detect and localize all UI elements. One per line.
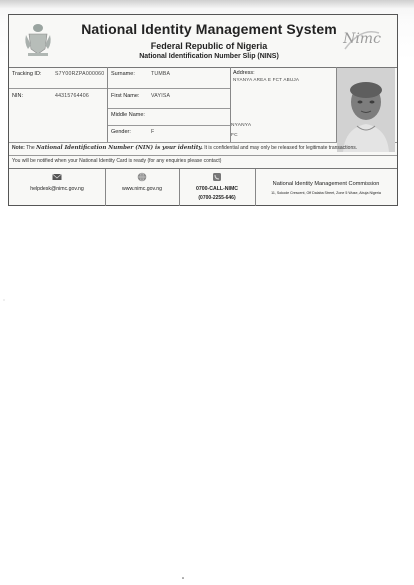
tracking-id-label: Tracking ID: bbox=[12, 71, 42, 77]
slip-name: National Identification Number Slip (NINS) bbox=[139, 53, 279, 60]
surname-label: Surname: bbox=[111, 71, 135, 77]
middle-name-label: Middle Name: bbox=[111, 112, 145, 118]
first-name-label: First Name: bbox=[111, 93, 140, 99]
helpdesk-email: helpdesk@nimc.gov.ng bbox=[30, 186, 84, 192]
lga-value: NYANYA bbox=[231, 123, 252, 128]
website: www.nimc.gov.ng bbox=[122, 186, 162, 192]
address-label: Address: bbox=[233, 70, 255, 76]
nin-label: NIN: bbox=[12, 93, 23, 99]
nimc-logo-text: Nimc bbox=[343, 31, 381, 47]
commission-name: National Identity Management Commission bbox=[272, 181, 380, 187]
note-label: Note: bbox=[12, 145, 25, 151]
note-pre: The bbox=[26, 145, 35, 151]
note-post: It is confidential and may only be released for legitimate transactions. bbox=[204, 145, 358, 151]
commission-address: 11, Sokode Crescent, Off Dalaba Street, Zone 5 Wuse, Abuja Nigeria bbox=[271, 191, 381, 195]
phone-number-digits: (0700-2255-646) bbox=[198, 195, 236, 201]
gender-label: Gender: bbox=[111, 129, 131, 135]
first-name-value: VAYISA bbox=[151, 93, 171, 99]
notify-note: You will be notified when your National Identity Card is ready (for any enquiries please contact) bbox=[12, 158, 222, 164]
surname-value: TUMBA bbox=[151, 71, 171, 77]
system-title: National Identity Management System bbox=[81, 21, 337, 37]
gender-value: F bbox=[151, 129, 155, 135]
phone-number: 0700-CALL-NIMC bbox=[195, 186, 239, 192]
state-value: FC bbox=[231, 133, 238, 138]
tracking-id-value: S7Y00RZPA000060 bbox=[55, 71, 105, 77]
address-value: NYANYA AREA E FCT ABUJA bbox=[233, 77, 300, 82]
note-emphasis: National Identification Number (NIN) is your identity. bbox=[36, 145, 203, 151]
country-subtitle: Federal Republic of Nigeria bbox=[150, 41, 268, 51]
nin-value: 44315764406 bbox=[55, 93, 89, 99]
